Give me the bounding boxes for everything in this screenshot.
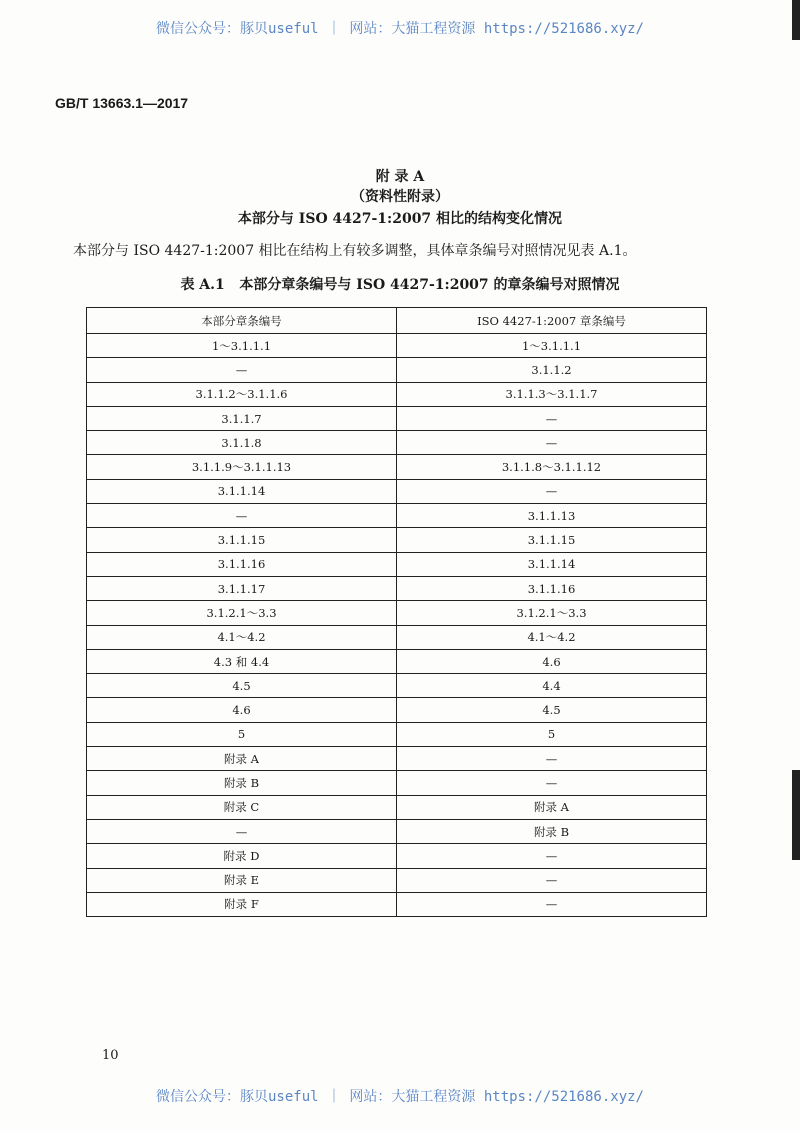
iso-clause-cell: 4.4 <box>397 674 707 698</box>
table-row <box>87 649 707 673</box>
table-row <box>87 455 707 479</box>
table-row <box>87 844 707 868</box>
this-part-clause-cell: — <box>87 504 397 528</box>
iso-clause-cell: 4.1～4.2 <box>397 625 707 649</box>
table-row <box>87 479 707 503</box>
header-this-part: 本部分章条编号 <box>87 308 397 334</box>
this-part-clause-cell: 1～3.1.1.1 <box>87 334 397 358</box>
iso-clause-cell: 3.1.1.14 <box>397 552 707 576</box>
page-number: 10 <box>102 1048 119 1063</box>
iso-clause-cell: — <box>397 747 707 771</box>
table-row <box>87 722 707 746</box>
appendix-type: （资料性附录） <box>351 189 449 205</box>
this-part-clause-cell: 3.1.1.14 <box>87 479 397 503</box>
table-row <box>87 552 707 576</box>
iso-clause-cell: 3.1.1.15 <box>397 528 707 552</box>
intro-paragraph: 本部分与 ISO 4427-1:2007 相比在结构上有较多调整，具体章条编号对照情况见表 A.1。 <box>73 243 637 259</box>
iso-clause-cell: 附录 A <box>397 795 707 819</box>
this-part-clause-cell: 3.1.1.2～3.1.1.6 <box>87 382 397 406</box>
table-row <box>87 795 707 819</box>
watermark-bottom: 微信公众号：豚贝useful ｜ 网站：大猫工程资源 https://521686.xyz/ <box>155 1089 644 1105</box>
table-row <box>87 747 707 771</box>
this-part-clause-cell: 附录 F <box>87 892 397 916</box>
this-part-clause-cell: 附录 D <box>87 844 397 868</box>
iso-clause-cell: 1～3.1.1.1 <box>397 334 707 358</box>
iso-clause-cell: 3.1.1.3～3.1.1.7 <box>397 382 707 406</box>
this-part-clause-cell: 附录 C <box>87 795 397 819</box>
table-row <box>87 406 707 430</box>
iso-clause-cell: — <box>397 844 707 868</box>
iso-clause-cell: — <box>397 431 707 455</box>
this-part-clause-cell: 附录 A <box>87 747 397 771</box>
iso-clause-cell: 3.1.1.8～3.1.1.12 <box>397 455 707 479</box>
this-part-clause-cell: 附录 E <box>87 868 397 892</box>
table-row <box>87 771 707 795</box>
iso-clause-cell: 3.1.1.16 <box>397 576 707 600</box>
watermark-top: 微信公众号：豚贝useful ｜ 网站：大猫工程资源 https://521686.xyz/ <box>155 21 644 37</box>
table-row <box>87 674 707 698</box>
table-row <box>87 601 707 625</box>
table-row <box>87 576 707 600</box>
iso-clause-cell: — <box>397 771 707 795</box>
clause-comparison-table <box>86 307 707 917</box>
this-part-clause-cell: 4.3 和 4.4 <box>87 649 397 673</box>
table-row <box>87 431 707 455</box>
header-iso: ISO 4427-1:2007 章条编号 <box>397 308 707 334</box>
this-part-clause-cell: — <box>87 358 397 382</box>
iso-clause-cell: 3.1.2.1～3.3 <box>397 601 707 625</box>
this-part-clause-cell: 3.1.2.1～3.3 <box>87 601 397 625</box>
iso-clause-cell: 5 <box>397 722 707 746</box>
iso-clause-cell: — <box>397 868 707 892</box>
appendix-title: 附 录 A <box>375 169 425 185</box>
table-row <box>87 528 707 552</box>
table-row <box>87 625 707 649</box>
table-row <box>87 334 707 358</box>
scan-edge <box>792 0 800 40</box>
this-part-clause-cell: 4.1～4.2 <box>87 625 397 649</box>
table-row <box>87 504 707 528</box>
scan-edge <box>792 770 800 860</box>
this-part-clause-cell: — <box>87 819 397 843</box>
table-row <box>87 382 707 406</box>
this-part-clause-cell: 3.1.1.16 <box>87 552 397 576</box>
this-part-clause-cell: 3.1.1.7 <box>87 406 397 430</box>
iso-clause-cell: 3.1.1.2 <box>397 358 707 382</box>
iso-clause-cell: — <box>397 406 707 430</box>
this-part-clause-cell: 4.6 <box>87 698 397 722</box>
table-row <box>87 698 707 722</box>
iso-clause-cell: — <box>397 892 707 916</box>
section-title: 本部分与 ISO 4427-1:2007 相比的结构变化情况 <box>237 211 563 227</box>
table-row <box>87 868 707 892</box>
table-row <box>87 892 707 916</box>
table-header-row <box>87 308 707 334</box>
this-part-clause-cell: 3.1.1.8 <box>87 431 397 455</box>
table-row <box>87 358 707 382</box>
iso-clause-cell: 4.5 <box>397 698 707 722</box>
iso-clause-cell: — <box>397 479 707 503</box>
this-part-clause-cell: 4.5 <box>87 674 397 698</box>
standard-number: GB/T 13663.1—2017 <box>55 95 189 111</box>
iso-clause-cell: 附录 B <box>397 819 707 843</box>
table-row <box>87 819 707 843</box>
this-part-clause-cell: 附录 B <box>87 771 397 795</box>
this-part-clause-cell: 3.1.1.9～3.1.1.13 <box>87 455 397 479</box>
this-part-clause-cell: 3.1.1.17 <box>87 576 397 600</box>
iso-clause-cell: 3.1.1.13 <box>397 504 707 528</box>
this-part-clause-cell: 5 <box>87 722 397 746</box>
table-caption: 表 A.1 本部分章条编号与 ISO 4427-1:2007 的章条编号对照情况 <box>180 277 620 293</box>
this-part-clause-cell: 3.1.1.15 <box>87 528 397 552</box>
iso-clause-cell: 4.6 <box>397 649 707 673</box>
